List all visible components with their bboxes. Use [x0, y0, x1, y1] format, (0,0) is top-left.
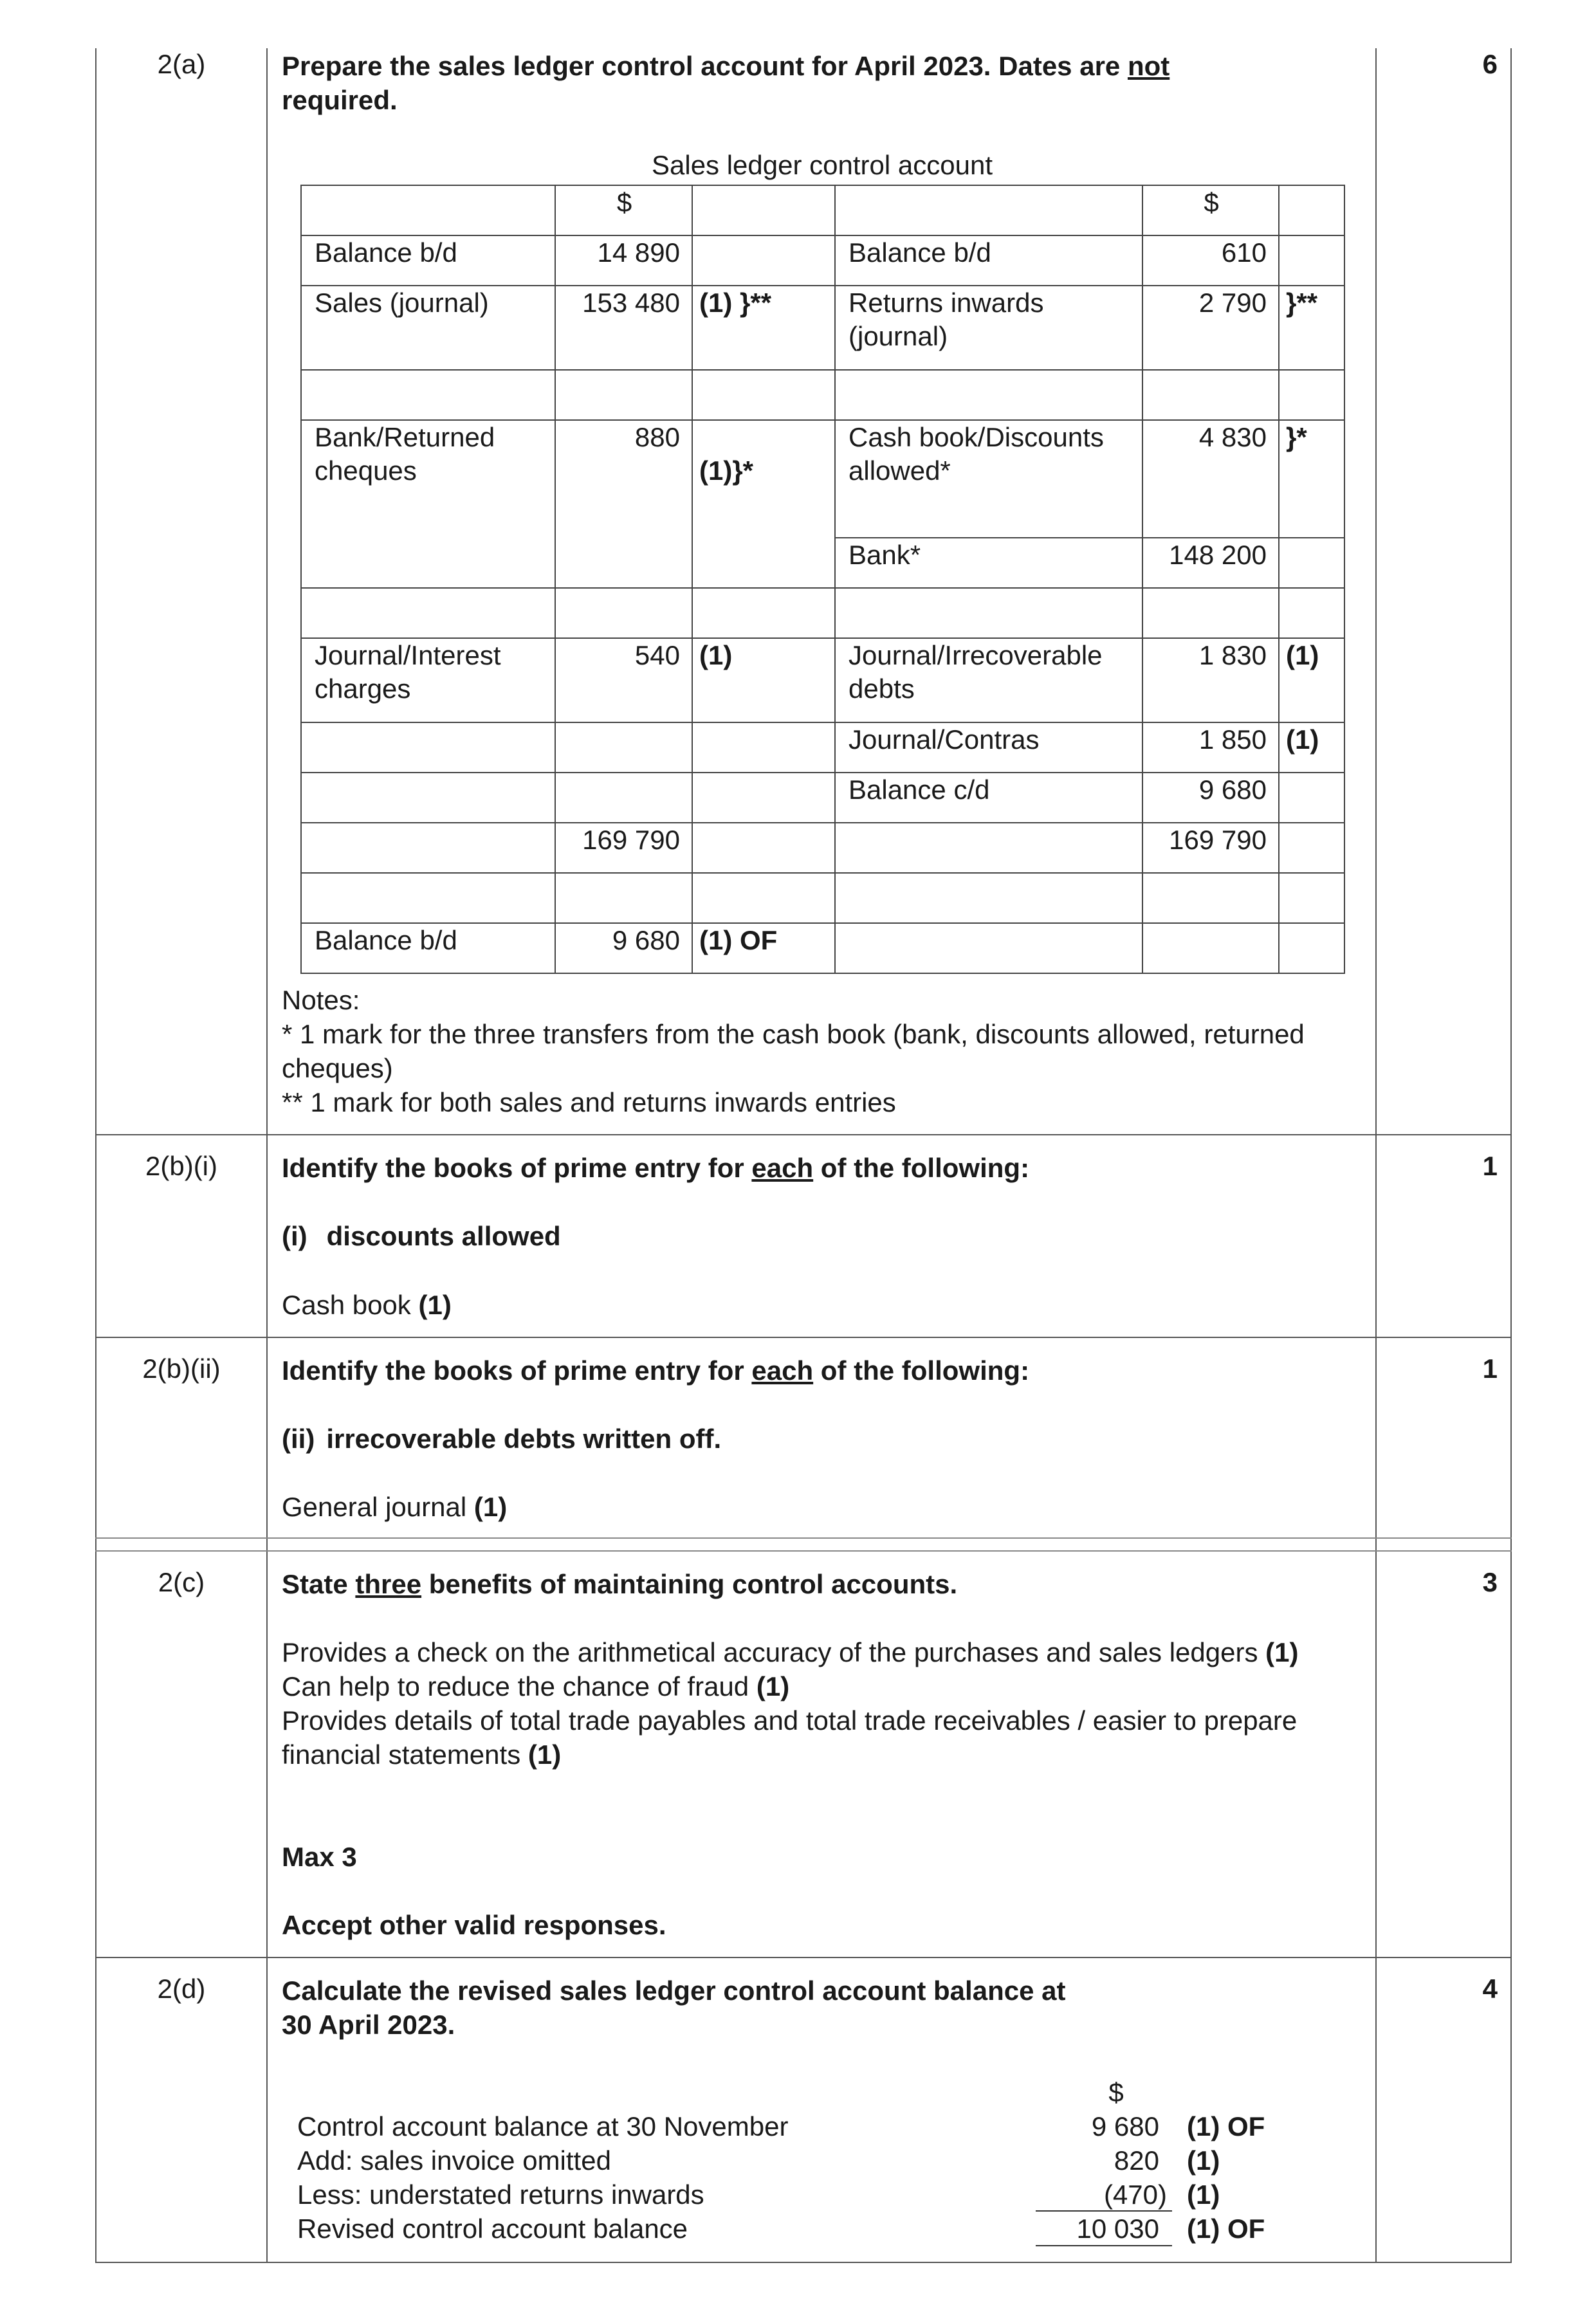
account-title: Sales ledger control account [652, 150, 993, 180]
answer-2bi: Cash book (1) [282, 1290, 452, 1320]
row-divider-2bi [95, 1337, 1512, 1338]
credit-mark [1279, 538, 1344, 588]
debit-label: Journal/Interest charges [301, 638, 555, 722]
question-number-2a: 2(a) [157, 49, 206, 79]
answers-2c [282, 1635, 1362, 1772]
marks-2d: 4 [1482, 1974, 1498, 2004]
ledger-row [301, 873, 1344, 923]
question-text-2a: Prepare the sales ledger control account for April 2023. Dates are not required. [282, 51, 1170, 115]
ledger-row [301, 286, 1344, 370]
debit-amount: 540 [555, 638, 692, 722]
answer-2c-1: Provides a check on the arithmetical accuracy of the purchases and sales ledgers (1) [282, 1637, 1299, 1667]
right-currency-header: $ [1142, 185, 1279, 235]
calc-line-amount: 820 [1114, 2145, 1159, 2176]
debit-mark: (1)}* [692, 420, 835, 588]
debit-amount: 14 890 [555, 235, 692, 286]
marks-2c: 3 [1482, 1567, 1498, 1597]
debit-mark: (1) [692, 638, 835, 722]
ledger-totals-row [301, 823, 1344, 873]
calc-line-amount: (470) [1103, 2179, 1167, 2210]
credit-mark: (1) [1279, 722, 1344, 773]
calc-total-rule [1036, 2245, 1172, 2246]
credit-mark: }* [1279, 420, 1344, 538]
credit-mark: (1) [1279, 638, 1344, 722]
credit-label: Cash book/Discounts allowed* [835, 420, 1142, 538]
ledger-row [301, 722, 1344, 773]
debit-label: Sales (journal) [301, 286, 555, 370]
marks-2bi: 1 [1482, 1151, 1498, 1181]
accept-2c: Accept other valid responses. [282, 1910, 666, 1940]
calc-line-label: Less: understated returns inwards [297, 2179, 704, 2210]
credit-label: Balance c/d [835, 773, 1142, 823]
note-2: ** 1 mark for both sales and returns inwards entries [282, 1087, 896, 1117]
row-divider-bottom [95, 2262, 1512, 2263]
calc-line-label: Revised control account balance [297, 2214, 688, 2244]
item-2bi: (i) discounts allowed [282, 1221, 561, 1251]
sales-ledger-control-account [300, 185, 1345, 974]
credit-amount: 2 790 [1142, 286, 1279, 370]
answer-2c-2: Can help to reduce the chance of fraud (1) [282, 1671, 790, 1701]
question-number-2bi: 2(b)(i) [145, 1151, 217, 1181]
debit-mark [692, 235, 835, 286]
debit-label: Balance b/d [301, 923, 555, 973]
calc-line-mark: (1) [1187, 2145, 1220, 2176]
calc-line-amount: 10 030 [1076, 2214, 1159, 2244]
marks-2a: 6 [1482, 49, 1498, 79]
calc-line-mark: (1) OF [1187, 2111, 1265, 2141]
question-number-2d: 2(d) [157, 1974, 206, 2004]
credit-label: Journal/Contras [835, 722, 1142, 773]
credit-amount: 148 200 [1142, 538, 1279, 588]
debit-mark: (1) }** [692, 286, 835, 370]
question-text-2bi: Identify the books of prime entry for each of the following: [282, 1153, 1030, 1183]
notes-heading: Notes: [282, 985, 360, 1015]
ledger-row [301, 420, 1344, 538]
row-divider-2bii-a [95, 1537, 1512, 1539]
max-2c: Max 3 [282, 1842, 357, 1872]
credit-amount: 9 680 [1142, 773, 1279, 823]
debit-label: Bank/Returned cheques [301, 420, 555, 588]
row-divider-2c [95, 1957, 1512, 1958]
credit-mark [1279, 235, 1344, 286]
note-1: * 1 mark for the three transfers from the cash book (bank, discounts allowed, returned cheques) [282, 1019, 1305, 1083]
ledger-row [301, 235, 1344, 286]
credit-amount: 4 830 [1142, 420, 1279, 538]
calc-line-amount: 9 680 [1091, 2111, 1159, 2141]
row-divider-2bii-b [95, 1550, 1512, 1552]
grid-qnum-divider [266, 48, 268, 2263]
debit-mark: (1) OF [692, 923, 835, 973]
credit-label: Returns inwards (journal) [835, 286, 1142, 370]
calc-line-label: Add: sales invoice omitted [297, 2145, 611, 2176]
row-divider-2a [95, 1134, 1512, 1135]
calc-line-mark: (1) [1187, 2179, 1220, 2210]
left-currency-header: $ [555, 185, 692, 235]
notes-2a [282, 983, 1311, 1119]
ledger-row [301, 773, 1344, 823]
ledger-row [301, 923, 1344, 973]
credit-amount: 1 830 [1142, 638, 1279, 722]
credit-label: Journal/Irrecoverable debts [835, 638, 1142, 722]
question-text-2bii: Identify the books of prime entry for each of the following: [282, 1355, 1030, 1386]
ledger-row [301, 370, 1344, 420]
ledger-header-row [301, 185, 1344, 235]
credit-total: 169 790 [1142, 823, 1279, 873]
debit-amount: 9 680 [555, 923, 692, 973]
debit-amount: 153 480 [555, 286, 692, 370]
credit-mark: }** [1279, 286, 1344, 370]
credit-amount: 610 [1142, 235, 1279, 286]
calc-currency-header: $ [1108, 2077, 1124, 2107]
credit-label: Bank* [835, 538, 1142, 588]
marks-2bii: 1 [1482, 1353, 1498, 1384]
item-2bii: (ii) irrecoverable debts written off. [282, 1424, 722, 1454]
answer-2bii: General journal (1) [282, 1492, 508, 1522]
debit-label: Balance b/d [301, 235, 555, 286]
debit-amount: 880 [555, 420, 692, 588]
answer-2c-3: Provides details of total trade payables and total trade receivables / easier to prepare financial statements (1) [282, 1705, 1298, 1770]
debit-total: 169 790 [555, 823, 692, 873]
calc-line-mark: (1) OF [1187, 2214, 1265, 2244]
calc-line-label: Control account balance at 30 November [297, 2111, 789, 2141]
question-text-2d: Calculate the revised sales ledger control account balance at 30 April 2023. [282, 1976, 1066, 2040]
question-text-2c: State three benefits of maintaining control accounts. [282, 1569, 958, 1599]
ledger-row [301, 588, 1344, 638]
question-number-2c: 2(c) [158, 1567, 205, 1597]
credit-amount: 1 850 [1142, 722, 1279, 773]
credit-label: Balance b/d [835, 235, 1142, 286]
ledger-row [301, 638, 1344, 722]
question-number-2bii: 2(b)(ii) [142, 1353, 221, 1384]
